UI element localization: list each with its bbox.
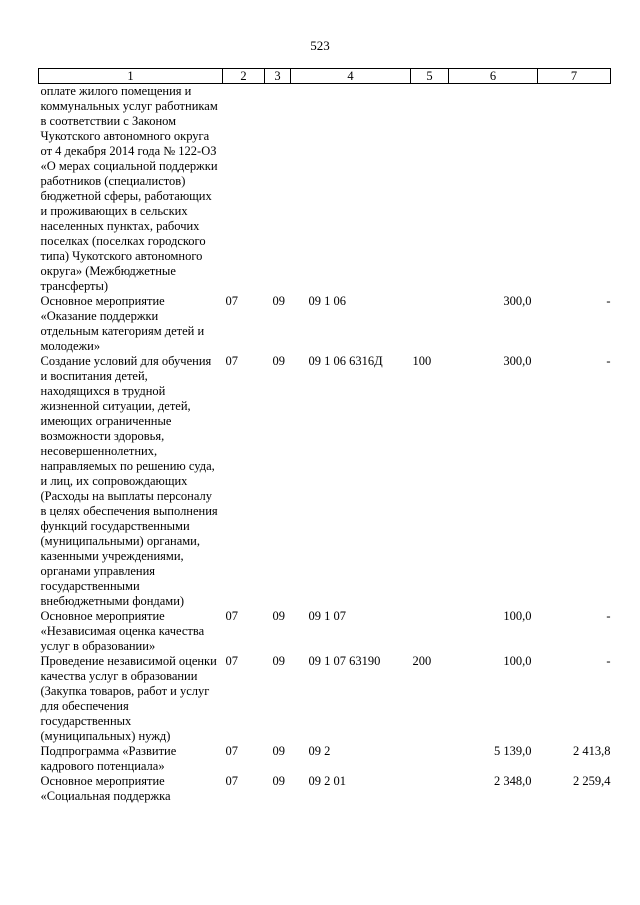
budget-table xyxy=(38,68,611,804)
row-subsection: 09 xyxy=(272,354,285,368)
row-expense-type xyxy=(411,744,449,774)
header-col-3: 3 xyxy=(265,69,291,84)
row-amount-1: 300,0 xyxy=(503,294,532,308)
row-target xyxy=(291,84,411,295)
row-amount-2: 2 413,8 xyxy=(573,744,611,758)
row-section: 07 xyxy=(225,354,238,368)
row-amount-2: 2 259,4 xyxy=(573,774,611,788)
row-section: 07 xyxy=(225,294,238,308)
row-amount-2: - xyxy=(606,654,611,668)
table-header xyxy=(39,69,611,84)
row-amount-2 xyxy=(538,84,611,295)
row-target: 09 1 07 63190 xyxy=(308,654,381,668)
header-col-7: 7 xyxy=(538,69,611,84)
row-target: 09 1 07 xyxy=(308,609,346,623)
row-subsection: 09 xyxy=(272,654,285,668)
table-row xyxy=(39,354,611,609)
row-subsection: 09 xyxy=(272,609,285,623)
row-section: 07 xyxy=(225,774,238,788)
row-amount-1: 300,0 xyxy=(503,354,532,368)
row-name: Проведение независимой оценки качества услуг в образовании (Закупка товаров, работ и услуг для обеспечения государственных (муниципальных) нужд) xyxy=(40,654,217,743)
row-amount-1: 100,0 xyxy=(503,609,532,623)
header-col-6: 6 xyxy=(449,69,538,84)
row-name: Подпрограмма «Развитие кадрового потенциала» xyxy=(40,744,177,773)
header-col-4: 4 xyxy=(291,69,411,84)
row-name: Создание условий для обучения и воспитания детей, находящихся в трудной жизненной ситуации, детей, имеющих ограниченные возможности здоровья, несовершеннолетних, направляемых по решению суда, и лиц, их сопровождающих (Расходы на выплаты персоналу в целях обеспечения выполнения функций государственными (муниципальными) органами, казенными учреждениями, органами управления государственными внебюджетными фондами) xyxy=(40,354,218,608)
row-name: оплате жилого помещения и коммунальных услуг работникам в соответствии с Законом Чукотского автономного округа от 4 декабря 2014 года № 122-ОЗ «О мерах социальной поддержки работников (специалистов) бюджетной сферы, работающих и проживающих в сельских населенных пунктах, рабочих поселках (поселках городского типа) Чукотского автономного округа» (Межбюджетные трансферты) xyxy=(40,84,218,293)
row-expense-type xyxy=(411,609,449,654)
row-section: 07 xyxy=(225,744,238,758)
table-row xyxy=(39,84,611,295)
row-expense-type xyxy=(411,294,449,354)
row-section xyxy=(223,84,265,295)
header-row xyxy=(39,69,611,84)
table-row xyxy=(39,294,611,354)
row-target: 09 1 06 xyxy=(308,294,346,308)
table-body xyxy=(39,84,611,805)
row-section: 07 xyxy=(225,654,238,668)
row-name: Основное мероприятие «Оказание поддержки отдельным категориям детей и молодежи» xyxy=(40,294,205,353)
header-col-5: 5 xyxy=(411,69,449,84)
page-number: 523 xyxy=(310,38,330,53)
row-amount-2: - xyxy=(606,354,611,368)
row-target: 09 1 06 6316Д xyxy=(308,354,383,368)
row-section: 07 xyxy=(225,609,238,623)
row-expense-type xyxy=(411,84,449,295)
row-amount-2: - xyxy=(606,609,611,623)
table-row xyxy=(39,609,611,654)
row-subsection: 09 xyxy=(272,744,285,758)
row-amount-1: 100,0 xyxy=(503,654,532,668)
row-target: 09 2 01 xyxy=(308,774,346,788)
row-amount-2: - xyxy=(606,294,611,308)
row-expense-type: 200 xyxy=(412,654,432,668)
row-amount-1: 5 139,0 xyxy=(494,744,532,758)
row-amount-1: 2 348,0 xyxy=(494,774,532,788)
table-row xyxy=(39,774,611,804)
row-name: Основное мероприятие «Социальная поддержка xyxy=(40,774,171,803)
row-amount-1 xyxy=(449,84,538,295)
row-subsection: 09 xyxy=(272,774,285,788)
row-subsection xyxy=(265,84,291,295)
header-col-2: 2 xyxy=(223,69,265,84)
row-expense-type xyxy=(411,774,449,804)
table-row xyxy=(39,654,611,744)
table-row xyxy=(39,744,611,774)
header-col-1: 1 xyxy=(39,69,223,84)
row-name: Основное мероприятие «Независимая оценка качества услуг в образовании» xyxy=(40,609,205,653)
row-subsection: 09 xyxy=(272,294,285,308)
row-expense-type: 100 xyxy=(412,354,432,368)
row-target: 09 2 xyxy=(308,744,331,758)
